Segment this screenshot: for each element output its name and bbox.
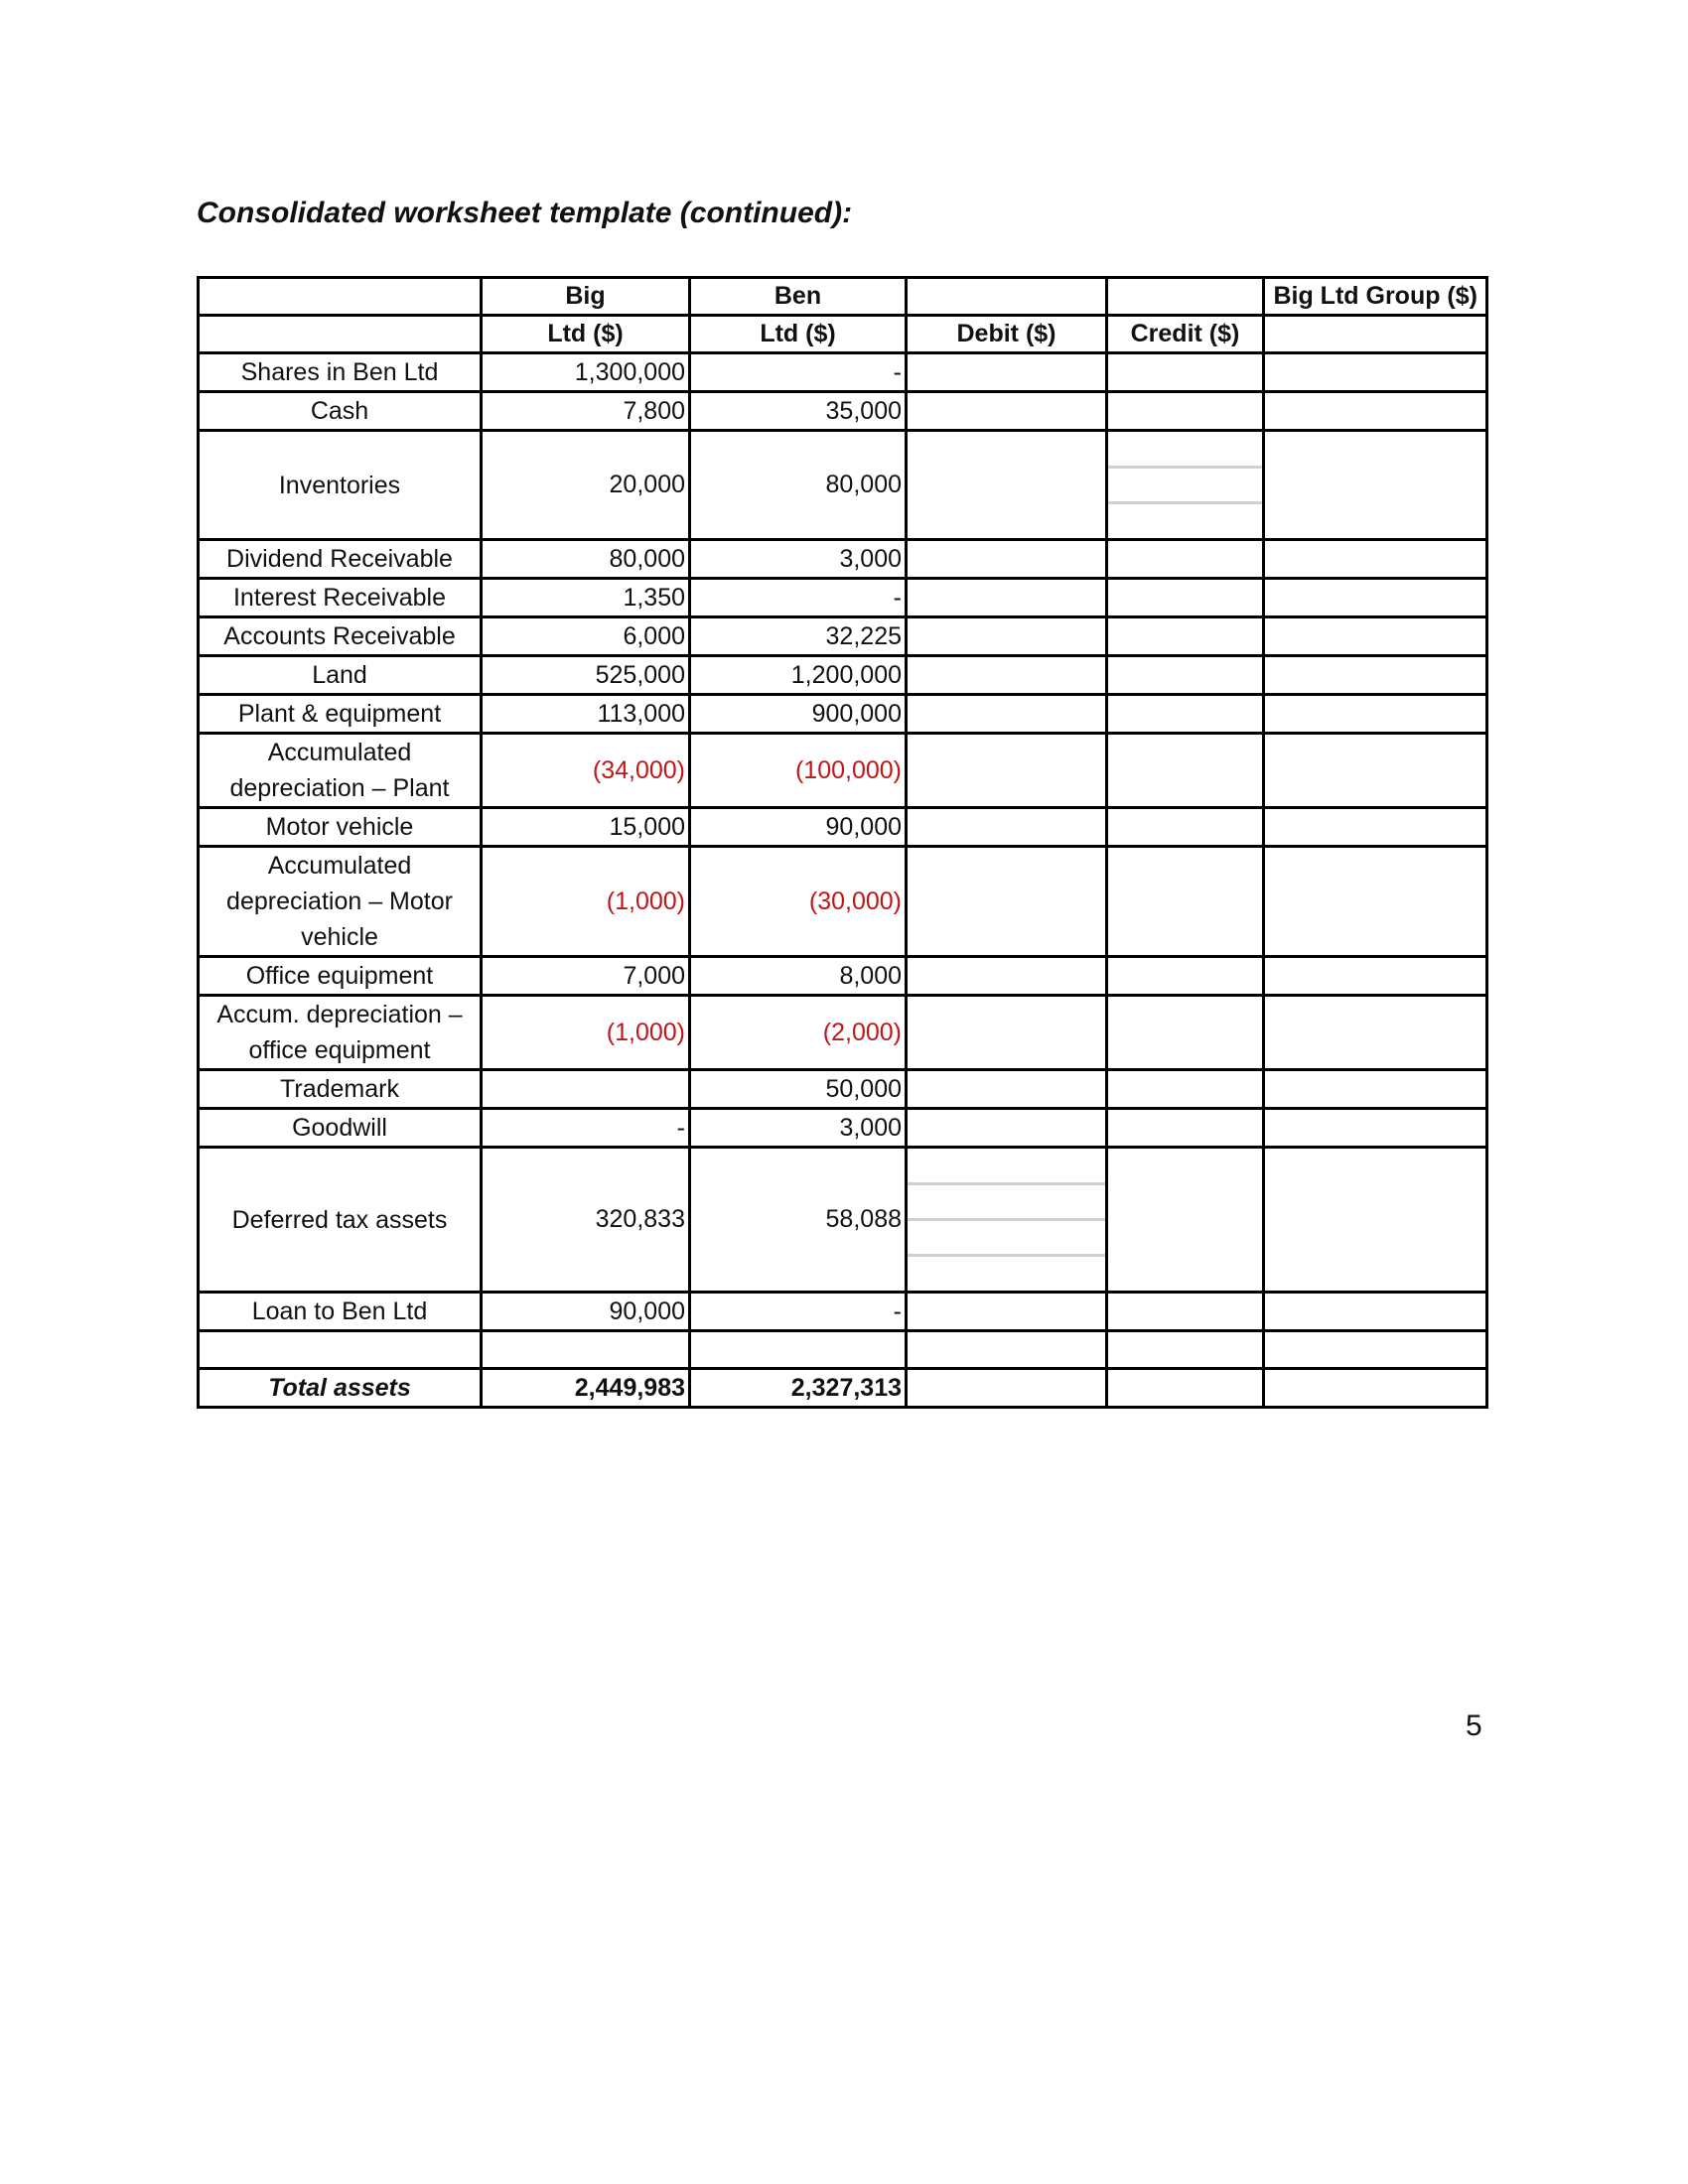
credit-cell[interactable] xyxy=(1107,431,1264,540)
table-row xyxy=(199,1293,1487,1331)
blank-cell xyxy=(199,1331,482,1369)
debit-cell[interactable] xyxy=(907,540,1107,579)
big-value: 1,300,000 xyxy=(482,353,690,392)
debit-cell[interactable] xyxy=(907,734,1107,808)
table-row xyxy=(199,656,1487,695)
group-cell[interactable] xyxy=(1264,1369,1487,1408)
ben-value: (30,000) xyxy=(690,847,907,957)
credit-cell[interactable] xyxy=(1107,808,1264,847)
ben-value: 3,000 xyxy=(690,1109,907,1148)
group-cell[interactable] xyxy=(1264,540,1487,579)
ben-value: 90,000 xyxy=(690,808,907,847)
row-label: Land xyxy=(199,656,482,695)
debit-cell[interactable] xyxy=(907,808,1107,847)
row-label: Dividend Receivable xyxy=(199,540,482,579)
header-row-2 xyxy=(199,316,1487,353)
credit-cell[interactable] xyxy=(1107,579,1264,617)
blank-row xyxy=(199,1331,1487,1369)
credit-cell[interactable] xyxy=(1107,957,1264,996)
consolidated-worksheet-table xyxy=(197,276,1488,1409)
row-label xyxy=(199,734,482,808)
credit-cell[interactable] xyxy=(1107,1369,1264,1408)
header-blank-cell xyxy=(199,316,482,353)
row-label: Plant & equipment xyxy=(199,695,482,734)
sub-line xyxy=(908,1182,1105,1185)
debit-cell[interactable] xyxy=(907,353,1107,392)
table-row xyxy=(199,579,1487,617)
page-number: 5 xyxy=(1466,1709,1482,1742)
ben-value: 50,000 xyxy=(690,1070,907,1109)
ben-value: 1,200,000 xyxy=(690,656,907,695)
row-label-line: Accumulated xyxy=(267,852,412,880)
header-big-bottom: Ltd ($) xyxy=(482,316,690,353)
credit-cell[interactable] xyxy=(1107,847,1264,957)
header-debit: Debit ($) xyxy=(907,316,1107,353)
blank-cell xyxy=(482,1331,690,1369)
group-cell[interactable] xyxy=(1264,996,1487,1070)
row-label-line: Accumulated xyxy=(267,739,412,766)
row-label: Deferred tax assets xyxy=(199,1148,482,1293)
group-cell[interactable] xyxy=(1264,1293,1487,1331)
big-value xyxy=(482,1070,690,1109)
total-row xyxy=(199,1369,1487,1408)
table-row xyxy=(199,392,1487,431)
debit-cell[interactable] xyxy=(907,1148,1107,1293)
ben-value: - xyxy=(690,579,907,617)
group-cell[interactable] xyxy=(1264,847,1487,957)
header-debit-blank xyxy=(907,278,1107,316)
group-cell[interactable] xyxy=(1264,579,1487,617)
debit-cell[interactable] xyxy=(907,1070,1107,1109)
debit-cell[interactable] xyxy=(907,617,1107,656)
table-row xyxy=(199,1109,1487,1148)
table-row xyxy=(199,431,1487,540)
ben-value: - xyxy=(690,353,907,392)
row-label: Interest Receivable xyxy=(199,579,482,617)
row-label: Cash xyxy=(199,392,482,431)
group-cell[interactable] xyxy=(1264,392,1487,431)
debit-cell[interactable] xyxy=(907,431,1107,540)
row-label-line: vehicle xyxy=(301,923,378,951)
ben-total: 2,327,313 xyxy=(690,1369,907,1408)
total-label: Total assets xyxy=(199,1369,482,1408)
big-value: 1,350 xyxy=(482,579,690,617)
ben-value: - xyxy=(690,1293,907,1331)
table-row xyxy=(199,353,1487,392)
ben-value: 35,000 xyxy=(690,392,907,431)
header-group: Big Ltd Group ($) xyxy=(1264,278,1487,316)
header-group-blank xyxy=(1264,316,1487,353)
credit-cell[interactable] xyxy=(1107,1148,1264,1293)
ben-value: 58,088 xyxy=(690,1148,907,1293)
debit-cell[interactable] xyxy=(907,996,1107,1070)
header-ben-bottom: Ltd ($) xyxy=(690,316,907,353)
group-cell[interactable] xyxy=(1264,695,1487,734)
credit-cell[interactable] xyxy=(1107,392,1264,431)
debit-cell[interactable] xyxy=(907,579,1107,617)
header-row-1 xyxy=(199,278,1487,316)
header-credit-blank xyxy=(1107,278,1264,316)
credit-cell[interactable] xyxy=(1107,1293,1264,1331)
sub-line xyxy=(908,1254,1105,1257)
big-value: (1,000) xyxy=(482,847,690,957)
header-blank-cell xyxy=(199,278,482,316)
ben-value: (2,000) xyxy=(690,996,907,1070)
row-label xyxy=(199,847,482,957)
row-label: Loan to Ben Ltd xyxy=(199,1293,482,1331)
big-value: 80,000 xyxy=(482,540,690,579)
row-label: Office equipment xyxy=(199,957,482,996)
big-value: 90,000 xyxy=(482,1293,690,1331)
debit-cell[interactable] xyxy=(907,1293,1107,1331)
row-label: Accounts Receivable xyxy=(199,617,482,656)
table-row xyxy=(199,957,1487,996)
group-cell[interactable] xyxy=(1264,617,1487,656)
ben-value: 8,000 xyxy=(690,957,907,996)
debit-cell[interactable] xyxy=(907,1109,1107,1148)
debit-cell[interactable] xyxy=(907,656,1107,695)
big-value: 525,000 xyxy=(482,656,690,695)
ben-value: 32,225 xyxy=(690,617,907,656)
big-value: (34,000) xyxy=(482,734,690,808)
debit-cell[interactable] xyxy=(907,1331,1107,1369)
credit-cell[interactable] xyxy=(1107,617,1264,656)
header-credit: Credit ($) xyxy=(1107,316,1264,353)
group-cell[interactable] xyxy=(1264,353,1487,392)
group-cell[interactable] xyxy=(1264,1148,1487,1293)
debit-cell[interactable] xyxy=(907,392,1107,431)
row-label: Motor vehicle xyxy=(199,808,482,847)
group-cell[interactable] xyxy=(1264,734,1487,808)
row-label: Trademark xyxy=(199,1070,482,1109)
header-ben-top: Ben xyxy=(690,278,907,316)
big-value: 113,000 xyxy=(482,695,690,734)
table-row xyxy=(199,847,1487,957)
sub-line xyxy=(908,1218,1105,1221)
big-value: - xyxy=(482,1109,690,1148)
credit-cell[interactable] xyxy=(1107,1070,1264,1109)
row-label: Inventories xyxy=(199,431,482,540)
ben-value: 3,000 xyxy=(690,540,907,579)
table-row xyxy=(199,808,1487,847)
table-row xyxy=(199,996,1487,1070)
sub-line xyxy=(1108,466,1262,469)
row-label: Shares in Ben Ltd xyxy=(199,353,482,392)
debit-cell[interactable] xyxy=(907,847,1107,957)
debit-cell[interactable] xyxy=(907,1369,1107,1408)
table-row xyxy=(199,617,1487,656)
table-row xyxy=(199,540,1487,579)
blank-cell xyxy=(690,1331,907,1369)
table-row xyxy=(199,1070,1487,1109)
big-total: 2,449,983 xyxy=(482,1369,690,1408)
row-label: Goodwill xyxy=(199,1109,482,1148)
credit-cell[interactable] xyxy=(1107,353,1264,392)
sub-line xyxy=(1108,501,1262,504)
debit-cell[interactable] xyxy=(907,957,1107,996)
row-label-line: depreciation – Motor xyxy=(226,887,453,915)
big-value: 20,000 xyxy=(482,431,690,540)
page-title: Consolidated worksheet template (continued): xyxy=(197,197,853,229)
group-cell[interactable] xyxy=(1264,656,1487,695)
debit-cell[interactable] xyxy=(907,695,1107,734)
row-label-line: office equipment xyxy=(248,1036,431,1064)
ben-value: (100,000) xyxy=(690,734,907,808)
group-cell[interactable] xyxy=(1264,1331,1487,1369)
big-value: 7,800 xyxy=(482,392,690,431)
row-label xyxy=(199,996,482,1070)
table-row xyxy=(199,695,1487,734)
header-big-top: Big xyxy=(482,278,690,316)
row-label-line: Accum. depreciation – xyxy=(216,1001,463,1028)
group-cell[interactable] xyxy=(1264,1070,1487,1109)
credit-cell[interactable] xyxy=(1107,695,1264,734)
credit-cell[interactable] xyxy=(1107,1331,1264,1369)
table-row xyxy=(199,1148,1487,1293)
group-cell[interactable] xyxy=(1264,808,1487,847)
big-value: 7,000 xyxy=(482,957,690,996)
credit-cell[interactable] xyxy=(1107,656,1264,695)
group-cell[interactable] xyxy=(1264,957,1487,996)
credit-cell[interactable] xyxy=(1107,540,1264,579)
credit-cell[interactable] xyxy=(1107,996,1264,1070)
ben-value: 80,000 xyxy=(690,431,907,540)
group-cell[interactable] xyxy=(1264,431,1487,540)
group-cell[interactable] xyxy=(1264,1109,1487,1148)
credit-cell[interactable] xyxy=(1107,734,1264,808)
row-label-line: depreciation – Plant xyxy=(229,774,450,802)
ben-value: 900,000 xyxy=(690,695,907,734)
big-value: (1,000) xyxy=(482,996,690,1070)
big-value: 15,000 xyxy=(482,808,690,847)
big-value: 6,000 xyxy=(482,617,690,656)
credit-cell[interactable] xyxy=(1107,1109,1264,1148)
big-value: 320,833 xyxy=(482,1148,690,1293)
table-row xyxy=(199,734,1487,808)
